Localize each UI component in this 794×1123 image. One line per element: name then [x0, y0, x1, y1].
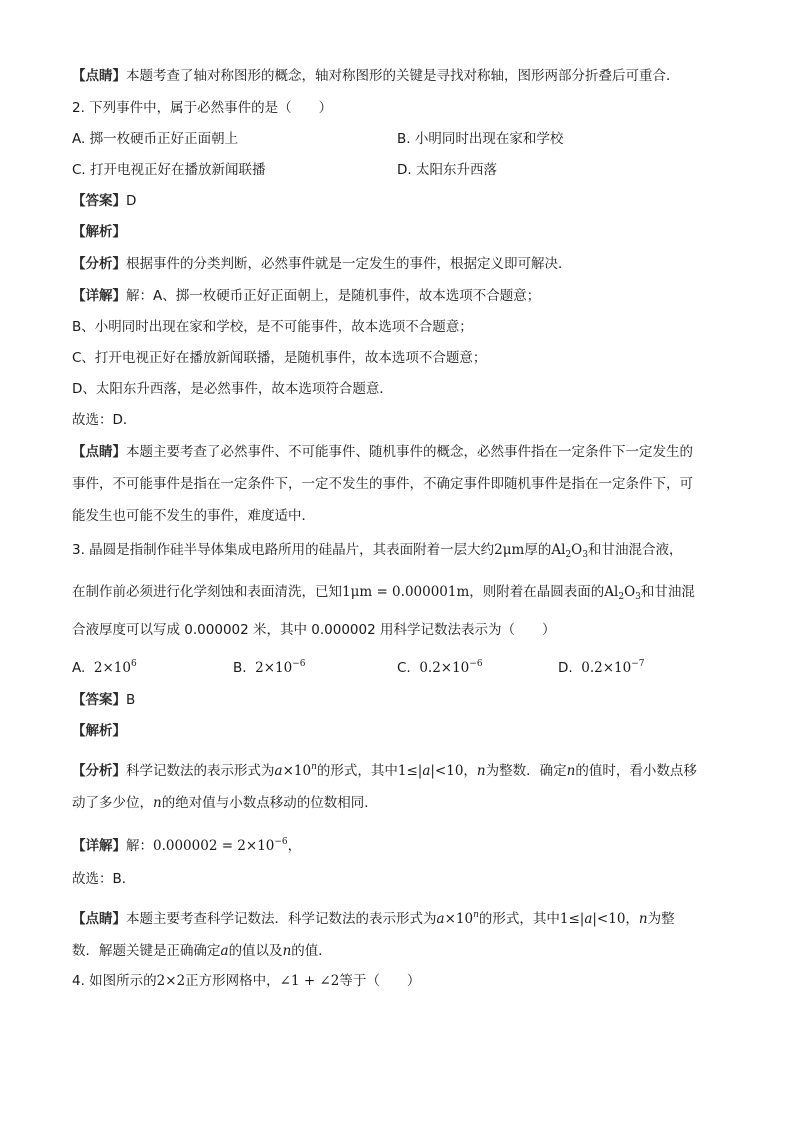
- q2-option-b: B. 小明同时出现在家和学校: [397, 131, 564, 147]
- inequality-left: 1≤|: [397, 763, 423, 779]
- inequality-left: 1≤|: [559, 911, 585, 927]
- var-n-exponent: n: [311, 762, 317, 772]
- q1-dianjing-line: [72, 66, 680, 86]
- q4-stem-text: 4. 如图所示的: [72, 973, 157, 989]
- dianjing-text: 本题考查了轴对称图形的概念，轴对称图形的关键是寻找对称轴，图形两部分折叠后可重合．: [126, 68, 680, 84]
- option-label: D.: [558, 660, 573, 676]
- q3-xiangjie-line: [72, 832, 301, 856]
- var-a: a: [274, 763, 283, 779]
- times-ten: ×10: [444, 911, 474, 927]
- q4-stem-text: 正方形网格中，: [185, 973, 280, 989]
- q2-fenxi-line: [72, 254, 572, 274]
- q3-stem-text: 在制作前必须进行化学刻蚀和表面清洗，已知: [72, 584, 342, 600]
- option-base: 2×10: [93, 660, 131, 676]
- answer-value: D: [126, 193, 137, 209]
- q3-stem-text: 和甘油混: [640, 584, 695, 600]
- o-subscript: 3: [635, 592, 641, 602]
- q3-option-b: [233, 654, 306, 678]
- xiangjie-equation: 0.000002 = 2×10: [153, 838, 275, 854]
- fenxi-tag: 【分析】: [72, 763, 126, 779]
- fenxi-text: 的值时，看小数点移: [575, 763, 697, 779]
- answer-tag: 【答案】: [72, 193, 126, 209]
- option-base: 2×10: [255, 660, 293, 676]
- fenxi-text: 根据事件的分类判断，必然事件就是一定发生的事件，根据定义即可解决．: [126, 256, 572, 272]
- q2-dianjing-line-1: [72, 442, 693, 462]
- inequality-right: |<10: [430, 763, 464, 779]
- q3-fenxi-line-1: [72, 757, 697, 781]
- dianjing-text: 的值．: [291, 943, 332, 959]
- q3-stem-text: 和甘油混合液，: [587, 542, 683, 558]
- xiangjie-tag: 【详解】: [72, 838, 126, 854]
- q3-stem-text: ，则附着在晶圆表面的: [469, 584, 605, 600]
- q3-stem-text: 厚的: [524, 542, 552, 558]
- xiangjie-tag: 【详解】: [72, 288, 126, 304]
- times-ten: ×10: [282, 763, 312, 779]
- unit-equation: 1μm = 0.000001m: [342, 584, 470, 600]
- thickness-value: [494, 542, 524, 558]
- dianjing-tag: 【点睛】: [72, 911, 126, 927]
- al2o3-formula: [551, 542, 588, 558]
- q3-dianjing-line-2: [72, 941, 332, 961]
- q2-stem: 2. 下列事件中，属于必然事件的是（ ）: [72, 100, 333, 116]
- answer-value: B: [126, 692, 136, 708]
- q2-guxuan: 故选：D．: [72, 412, 137, 428]
- q2-option-c: C. 打开电视正好在播放新闻联播: [72, 162, 266, 178]
- q3-stem-line-1: [72, 540, 682, 565]
- q3-stem-text: 3. 晶圆是指制作硅半导体集成电路所用的硅晶片，其表面附着一层大约: [72, 542, 495, 558]
- inequality-right: |<10: [592, 911, 626, 927]
- fenxi-text: 为整数．确定: [485, 763, 567, 779]
- q2-dianjing-line-2: 事件，不可能事件是指在一定条件下，一定不发生的事件，不确定事件即随机事件是指在一定条件下，可: [72, 476, 693, 492]
- option-exponent: 6: [130, 659, 137, 669]
- q3-option-d: [558, 654, 645, 678]
- dianjing-text: 数．解题关键是正确确定: [72, 943, 221, 959]
- angle-sum: ∠1 + ∠2: [279, 973, 340, 989]
- jiexi-tag: 【解析】: [72, 723, 126, 739]
- var-a: a: [584, 911, 593, 927]
- q2-xiangjie-line-1: [72, 286, 540, 306]
- al-symbol: Al: [604, 584, 619, 600]
- option-exponent: −6: [292, 659, 306, 669]
- option-label: A.: [72, 660, 86, 676]
- thickness-num: 2: [494, 542, 503, 558]
- q3-stem-line-2: [72, 582, 695, 607]
- var-a: a: [422, 763, 431, 779]
- option-exponent: −6: [469, 659, 483, 669]
- var-n-exponent: n: [473, 910, 479, 920]
- xiangjie-text: ，: [287, 838, 302, 854]
- q3-fenxi-line-2: [72, 793, 378, 813]
- q4-stem: [72, 971, 420, 991]
- fenxi-tag: 【分析】: [72, 256, 126, 272]
- dianjing-text: 为整: [647, 911, 675, 927]
- meter-unit: m: [511, 542, 525, 558]
- option-exponent: −7: [631, 659, 645, 669]
- o-subscript: 3: [582, 550, 588, 560]
- option-base: 0.2×10: [581, 660, 632, 676]
- jiexi-tag: 【解析】: [72, 224, 126, 240]
- fenxi-text: ，: [463, 763, 477, 779]
- q3-jiexi-line: [72, 721, 126, 741]
- var-n: n: [566, 763, 576, 779]
- fenxi-text: 动了多少位，: [72, 795, 153, 811]
- q3-guxuan: 故选：B．: [72, 871, 136, 887]
- q2-xiangjie-line-4: D、太阳东升西落，是必然事件，故本选项符合题意．: [72, 381, 393, 397]
- al-subscript: 2: [565, 550, 572, 560]
- var-n: n: [153, 795, 162, 811]
- dianjing-text: 本题主要考查了必然事件、不可能事件、随机事件的概念，必然事件指在一定条件下一定发生的: [126, 444, 693, 460]
- var-a: a: [436, 911, 445, 927]
- option-base: 0.2×10: [419, 660, 470, 676]
- dianjing-text: ，: [625, 911, 639, 927]
- al-subscript: 2: [618, 592, 625, 602]
- q2-option-a: A. 掷一枚硬币正好正面朝上: [72, 131, 239, 147]
- answer-tag: 【答案】: [72, 692, 126, 708]
- o-symbol: O: [571, 542, 583, 558]
- var-n: n: [282, 943, 292, 959]
- q2-xiangjie-line-2: B、小明同时出现在家和学校，是不可能事件，故本选项不合题意；: [72, 319, 473, 335]
- q4-stem-text: 等于（ ）: [339, 973, 421, 989]
- q3-stem-line-3: 合液厚度可以写成 0.000002 米，其中 0.000002 用科学记数法表示为（ ）: [72, 622, 556, 638]
- var-n: n: [638, 911, 648, 927]
- mu-symbol: μ: [502, 542, 512, 558]
- var-a: a: [220, 943, 229, 959]
- o-symbol: O: [624, 584, 636, 600]
- dianjing-text: 本题主要考查科学记数法．科学记数法的表示形式为: [126, 911, 437, 927]
- option-label: B.: [233, 660, 247, 676]
- dianjing-tag: 【点睛】: [72, 444, 126, 460]
- option-label: C.: [397, 660, 411, 676]
- xiangjie-text: 解：: [126, 838, 153, 854]
- q2-answer-line: [72, 191, 136, 211]
- xiangjie-text: 解：A、掷一枚硬币正好正面朝上，是随机事件，故本选项不合题意；: [126, 288, 541, 304]
- al-symbol: Al: [551, 542, 566, 558]
- xiangjie-exponent: −6: [274, 837, 288, 847]
- fenxi-text: 的形式，其中: [316, 763, 398, 779]
- dianjing-tag: 【点睛】: [72, 68, 126, 84]
- q2-dianjing-line-3: 能发生也可能不发生的事件，难度适中．: [72, 508, 315, 524]
- q3-option-a: [72, 654, 137, 678]
- grid-size: 2×2: [156, 973, 186, 989]
- q2-jiexi-line: [72, 222, 126, 242]
- q3-dianjing-line-1: [72, 905, 675, 929]
- dianjing-text: 的值以及: [228, 943, 283, 959]
- al2o3-formula: [604, 584, 641, 600]
- q2-xiangjie-line-3: C、打开电视正好在播放新闻联播，是随机事件，故本选项不合题意；: [72, 350, 487, 366]
- q3-option-c: [397, 654, 483, 678]
- fenxi-text: 的绝对值与小数点移动的位数相同．: [161, 795, 378, 811]
- fenxi-text: 科学记数法的表示形式为: [126, 763, 275, 779]
- q2-option-d: D. 太阳东升西落: [397, 162, 497, 178]
- var-n: n: [476, 763, 486, 779]
- dianjing-text: 的形式，其中: [478, 911, 560, 927]
- q3-answer-line: [72, 690, 135, 710]
